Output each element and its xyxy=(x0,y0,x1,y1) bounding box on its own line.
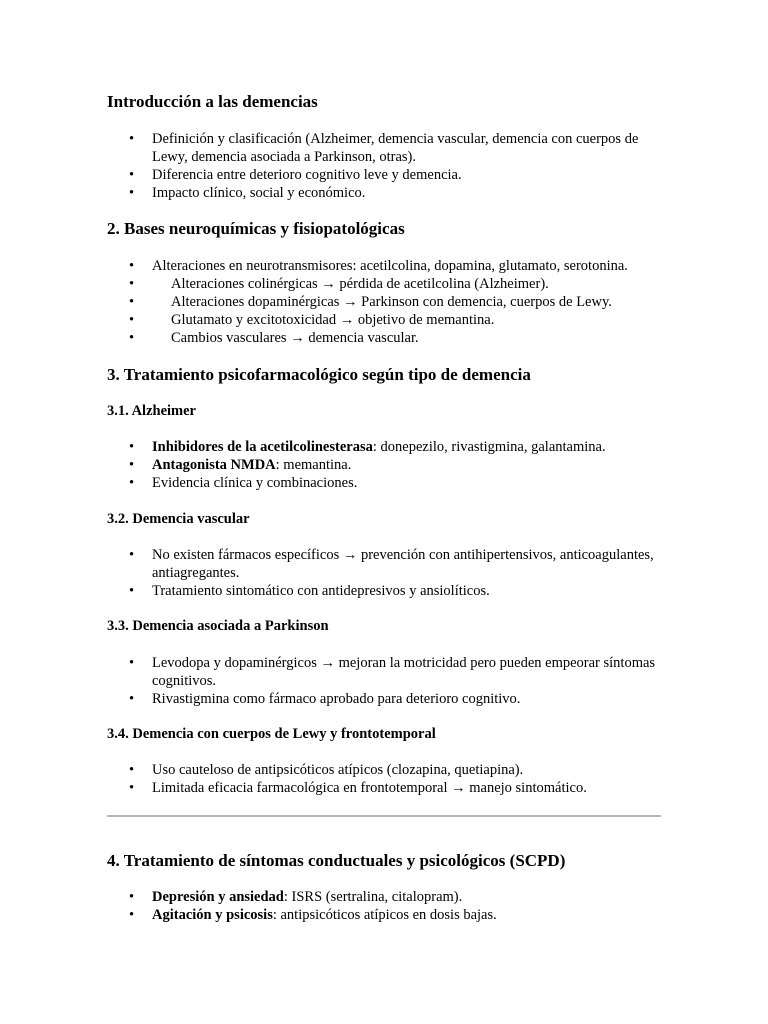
list-item: • Depresión y ansiedad: ISRS (sertralina, citalopram). xyxy=(129,889,463,905)
horizontal-divider xyxy=(107,815,661,817)
list-item: • Glutamato y excitotoxicidad → objetivo de memantina. xyxy=(129,312,495,328)
list-item: • Cambios vasculares → demencia vascular. xyxy=(129,330,419,346)
list-item: • Limitada eficacia farmacológica en frontotemporal → manejo sintomático. xyxy=(129,780,587,796)
section-4-list xyxy=(107,888,667,924)
subsection-3-4-list xyxy=(107,761,667,797)
subsection-3-2-title: 3.2. Demencia vascular xyxy=(107,511,250,527)
subsection-3-1-list xyxy=(107,438,667,492)
list-item: • Evidencia clínica y combinaciones. xyxy=(129,475,358,491)
list-item: • Alteraciones colinérgicas → pérdida de acetilcolina (Alzheimer). xyxy=(129,276,549,292)
subsection-3-1-title: 3.1. Alzheimer xyxy=(107,403,196,419)
intro-list xyxy=(107,130,667,202)
subsection-3-2-list xyxy=(107,546,667,600)
section-4-title: 4. Tratamiento de síntomas conductuales y psicológicos (SCPD) xyxy=(107,851,566,870)
subsection-3-3-title: 3.3. Demencia asociada a Parkinson xyxy=(107,618,329,634)
list-item: • Inhibidores de la acetilcolinesterasa: donepezilo, rivastigmina, galantamina. xyxy=(129,439,606,455)
section-3-title: 3. Tratamiento psicofarmacológico según tipo de demencia xyxy=(107,365,531,384)
list-item: • Alteraciones dopaminérgicas → Parkinson con demencia, cuerpos de Lewy. xyxy=(129,294,612,310)
list-item: • Diferencia entre deterioro cognitivo leve y demencia. xyxy=(129,167,462,183)
subsection-3-3-list xyxy=(107,654,667,708)
list-item: • Agitación y psicosis: antipsicóticos atípicos en dosis bajas. xyxy=(129,907,497,923)
list-item: • Rivastigmina como fármaco aprobado para deterioro cognitivo. xyxy=(129,691,521,707)
subsection-3-4-title: 3.4. Demencia con cuerpos de Lewy y frontotemporal xyxy=(107,726,436,742)
list-item: • Definición y clasificación (Alzheimer, demencia vascular, demencia con cuerpos de Lewy, demencia asociada a Parkinson, otras). xyxy=(129,131,639,165)
list-item: • No existen fármacos específicos → prevención con antihipertensivos, anticoagulantes, antiagregantes. xyxy=(129,547,654,581)
list-item: • Tratamiento sintomático con antidepresivos y ansiolíticos. xyxy=(129,583,490,599)
list-item: • Antagonista NMDA: memantina. xyxy=(129,457,352,473)
list-item: • Uso cauteloso de antipsicóticos atípicos (clozapina, quetiapina). xyxy=(129,762,524,778)
list-item: • Impacto clínico, social y económico. xyxy=(129,185,366,201)
section-2-list xyxy=(107,257,667,347)
list-item: • Alteraciones en neurotransmisores: acetilcolina, dopamina, glutamato, serotonina. xyxy=(129,258,628,274)
list-item: • Levodopa y dopaminérgicos → mejoran la motricidad pero pueden empeorar síntomas cognitivos. xyxy=(129,655,656,689)
section-2-title: 2. Bases neuroquímicas y fisiopatológicas xyxy=(107,219,405,238)
section-intro-title: Introducción a las demencias xyxy=(107,92,318,111)
